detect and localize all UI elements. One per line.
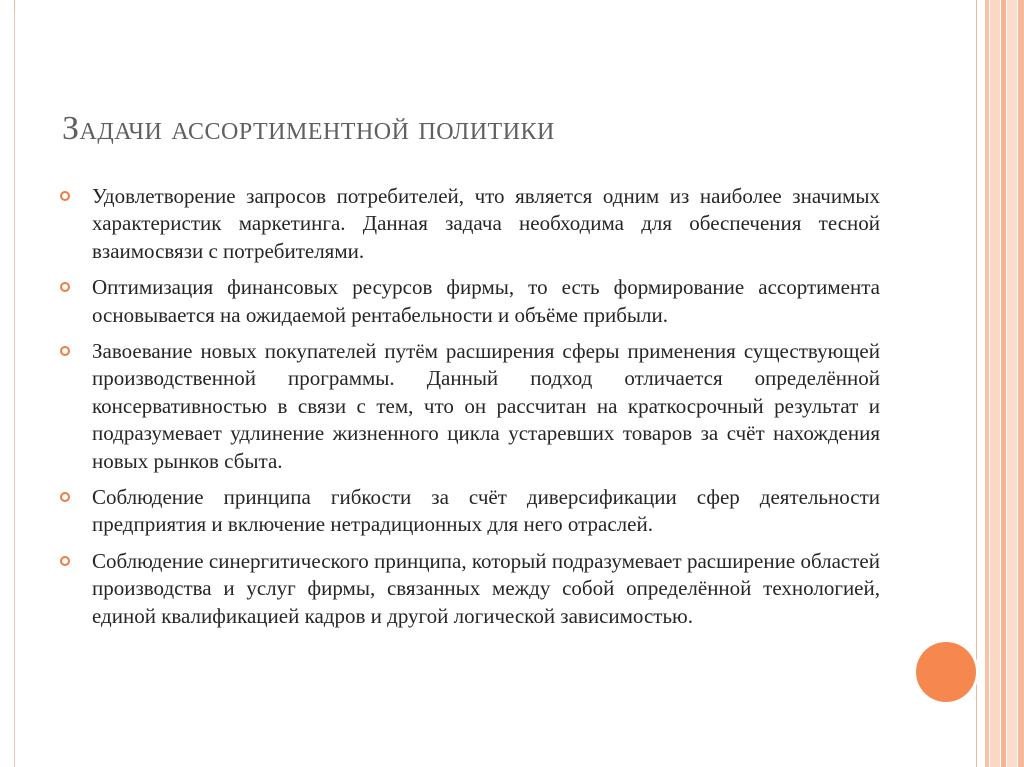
circle-bullet-icon: [60, 191, 70, 201]
bullet-text: Соблюдение принципа гибкости за счёт диверсификации сфер деятельности предприятия и включение нетрадиционных для него отраслей.: [92, 485, 880, 537]
circle-bullet-icon: [60, 282, 70, 292]
circle-bullet-icon: [60, 346, 70, 356]
decorative-stripe: [985, 0, 989, 767]
decorative-circle: [916, 642, 976, 702]
bullet-text: Соблюдение синергитического принципа, который подразумевает расширение областей производства и услуг фирмы, связанных между собой определённой технологией, единой квалификацией кадров и другой логической зависимостью.: [92, 548, 880, 628]
decorative-stripe: [1018, 0, 1024, 767]
slide-title: Задачи ассортиментной политики: [62, 110, 555, 147]
frame-top-border: [14, 0, 977, 10]
decorative-stripe: [1007, 0, 1017, 767]
list-item: [60, 183, 880, 265]
bullet-list: [60, 183, 880, 639]
decorative-stripe: [1001, 0, 1006, 767]
bullet-text: Завоевание новых покупателей путём расширения сферы применения существующей производственной программы. Данный подход отличается определённой консервативностью в связи с тем, что он рассчитан на краткосрочный результат и подразумевает удлинение жизненного цикла устаревших товаров за счёт нахождения новых рынков сбыта.: [92, 339, 880, 473]
bullet-text: Оптимизация финансовых ресурсов фирмы, то есть формирование ассортимента основывается на ожидаемой рентабельности и объёме прибыли.: [92, 275, 880, 327]
bullet-text: Удовлетворение запросов потребителей, что является одним из наиболее значимых характеристик маркетинга. Данная задача необходима для обеспечения тесной взаимосвязи с потребителями.: [92, 184, 880, 263]
list-item: [60, 548, 880, 630]
list-item: [60, 484, 880, 539]
frame-left-border: [14, 10, 15, 767]
list-item: [60, 338, 880, 475]
circle-bullet-icon: [60, 492, 70, 502]
frame-right-border: [976, 0, 977, 767]
decorative-stripe: [990, 0, 1000, 767]
list-item: [60, 274, 880, 329]
circle-bullet-icon: [60, 556, 70, 566]
